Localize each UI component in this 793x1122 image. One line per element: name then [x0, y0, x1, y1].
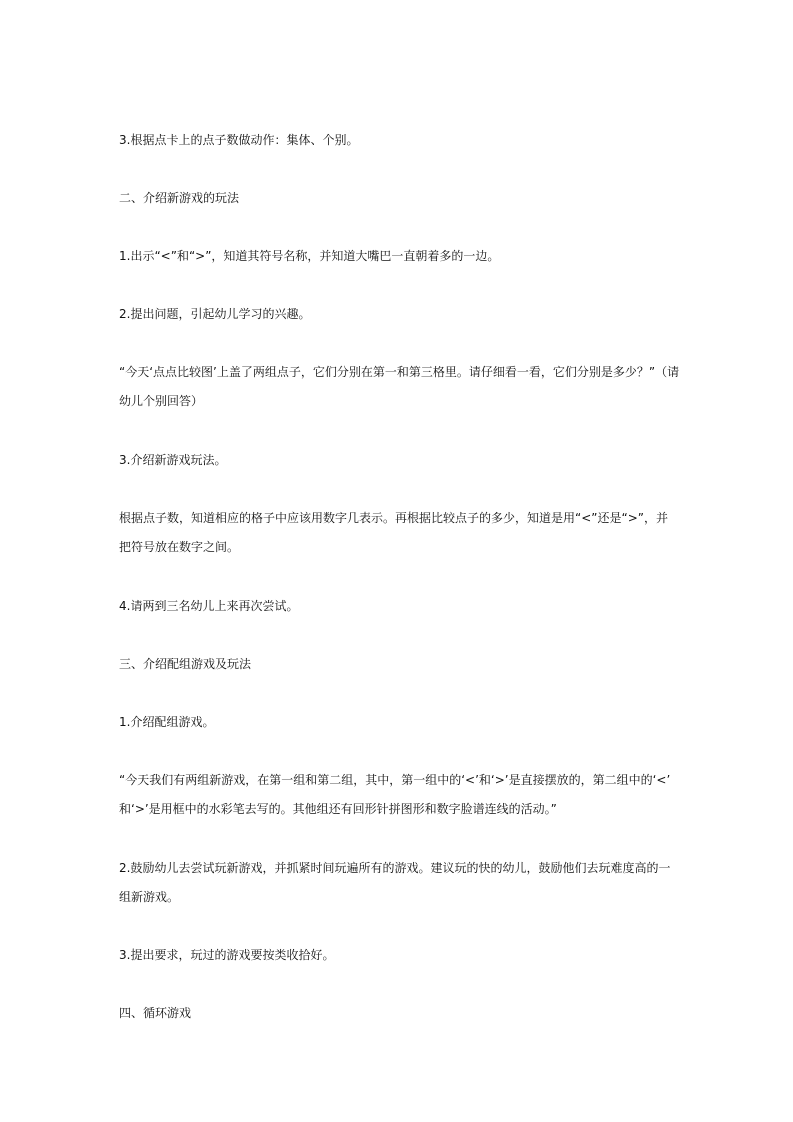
paragraph-introduce-group-game [119, 708, 679, 737]
text-line: 3.介绍新游戏玩法。 [119, 453, 227, 467]
paragraph-show-symbols [119, 242, 679, 271]
text-line: “今天我们有两组新游戏，在第一组和第二组，其中，第一组中的‘<’和‘>’是直接摆放的，第二组中的‘<’ [119, 773, 671, 787]
text-line: 2.提出问题，引起幼儿学习的兴趣。 [119, 307, 311, 321]
text-line: 组新游戏。 [119, 890, 180, 904]
text-line: 1.出示“<”和“>”，知道其符号名称，并知道大嘴巴一直朝着多的一边。 [119, 249, 500, 263]
paragraph-introduce-play [119, 446, 679, 475]
text-line: 3.根据点卡上的点子数做动作：集体、个别。 [119, 133, 359, 147]
section-heading-4 [119, 999, 679, 1028]
text-line: 和‘>’是用框中的水彩笔去写的。其他组还有回形针拼图形和数字脸谱连线的活动。” [119, 802, 557, 816]
text-line: 三、介绍配组游戏及玩法 [119, 657, 252, 671]
section-heading-2 [119, 184, 679, 213]
paragraph-encourage-children [119, 854, 679, 912]
paragraph-quote-dots [119, 358, 679, 416]
text-line: 二、介绍新游戏的玩法 [119, 191, 240, 205]
text-line: “今天‘点点比较图’上盖了两组点子，它们分别在第一和第三格里。请仔细看一看，它们分别是多少？”（请 [119, 365, 680, 379]
text-line: 4.请两到三名幼儿上来再次尝试。 [119, 599, 299, 613]
text-line: 2.鼓励幼儿去尝试玩新游戏，并抓紧时间玩遍所有的游戏。建议玩的快的幼儿，鼓励他们去玩难度高的一 [119, 861, 671, 875]
paragraph-tidy-up [119, 941, 679, 970]
text-line: 根据点子数，知道相应的格子中应该用数字几表示。再根据比较点子的多少，知道是用“<”还是“>”，并 [119, 511, 668, 525]
text-line: 1.介绍配组游戏。 [119, 715, 215, 729]
text-line: 3.提出要求，玩过的游戏要按类收拾好。 [119, 948, 335, 962]
paragraph-quote-new-games [119, 766, 679, 824]
text-line: 把符号放在数字之间。 [119, 540, 240, 554]
text-line: 幼儿个别回答） [119, 394, 204, 408]
section-heading-3 [119, 650, 679, 679]
paragraph-number-rules [119, 504, 679, 562]
text-line: 四、循环游戏 [119, 1006, 192, 1020]
paragraph-step-3-actions [119, 126, 679, 155]
paragraph-try-again [119, 592, 679, 621]
paragraph-ask-questions [119, 300, 679, 329]
